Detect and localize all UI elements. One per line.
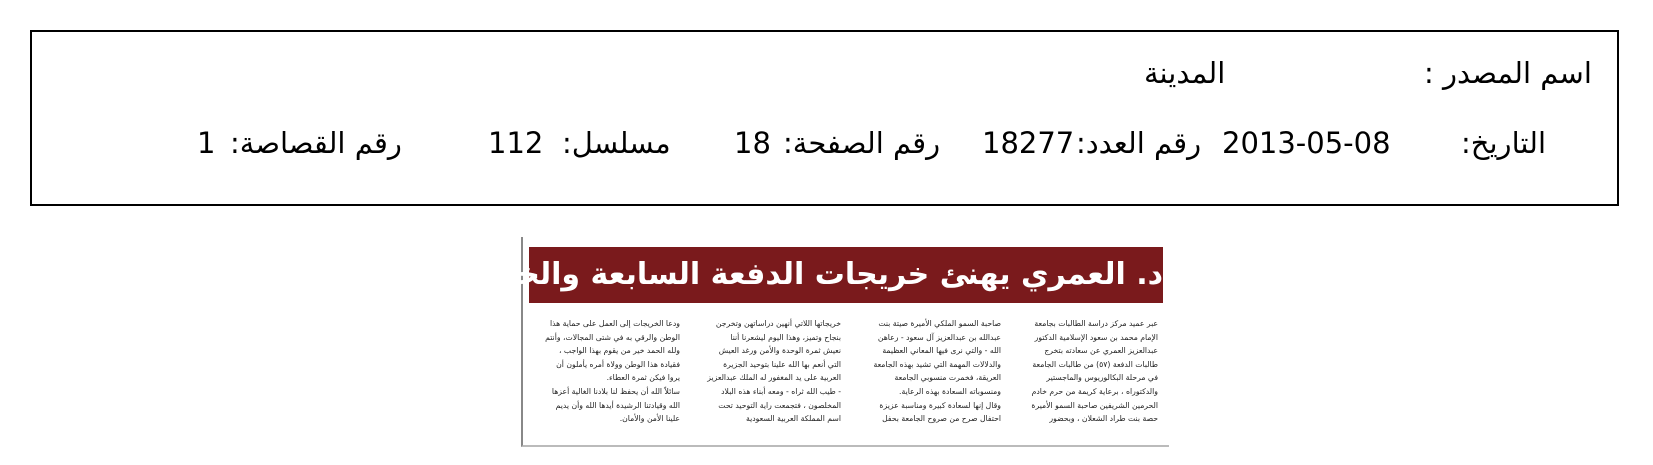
text-line: بنجاح وتميز، وهذا اليوم ليشعرنا أننا xyxy=(730,332,841,342)
text-line: المخلصون ، فتجمعت راية التوحيد تحت xyxy=(718,400,841,410)
text-line: ولله الحمد خير من يقوم بهذا الواجب ، xyxy=(558,346,680,356)
serial-value: 112 xyxy=(488,126,544,160)
text-line: الوطن والرقي به في شتى المجالات، وأنتم xyxy=(545,332,680,342)
text-line: صاحبة السمو الملكي الأميرة صيتة بنت xyxy=(878,319,1001,328)
text-line: - طيب الله ثراه - ومعه أبناء هذه البلاد xyxy=(721,386,841,396)
text-line: حصة بنت طراد الشعلان ، وبحضور xyxy=(1049,414,1158,424)
issue-value: 18277 xyxy=(982,126,1075,160)
article-column-3 xyxy=(696,317,841,441)
text-line: عبدالعزيز العمري عن سعادته بتخرج xyxy=(1044,346,1158,356)
text-line: فقيادة هذا الوطن وولاة أمره يأملون أن xyxy=(556,359,680,369)
text-line: الحرمين الشريفين صاحبة السمو الأميرة xyxy=(1031,400,1158,410)
source-info-box xyxy=(30,30,1619,206)
text-line: عبدالله بن عبدالعزيز آل سعود - رعاهن xyxy=(877,332,1001,342)
text-line: نعيش ثمرة الوحدة والأمن ورغد العيش xyxy=(718,346,841,356)
text-line: اسم المملكة العربية السعودية xyxy=(745,414,841,424)
text-line: في مرحلة البكالوريوس والماجستير xyxy=(1046,373,1158,383)
text-line: والدكتوراه ، برعاية كريمة من حرم خادم xyxy=(1031,386,1158,396)
text-line: ودعا الخريجات إلى العمل على حماية هذا xyxy=(550,319,680,328)
clip-label: رقم القصاصة: xyxy=(230,126,402,160)
text-line: طالبات الدفعة (٥٧) من طالبات الجامعة xyxy=(1032,359,1158,369)
source-label: اسم المصدر : xyxy=(1424,56,1592,90)
text-line: وقال إنها لسعادة كبيرة ومناسبة عزيزة xyxy=(879,400,1001,410)
serial-label: مسلسل: xyxy=(562,126,671,160)
text-line: الإمام محمد بن سعود الإسلامية الدكتور xyxy=(1034,332,1158,342)
text-line: التي أنعم بها الله علينا بتوحيد الجزيرة xyxy=(723,359,841,369)
text-line: والدلالات المهمة التي تشيد بهذه الجامعة xyxy=(873,359,1001,369)
article-column-4 xyxy=(535,317,680,441)
clip-value: 1 xyxy=(197,126,216,160)
text-line: العربية على يد المغفور له الملك عبدالعزيز xyxy=(707,373,841,383)
text-line: احتفال صرح من صروح الجامعة بحفل xyxy=(882,414,1001,424)
article-column-2 xyxy=(856,317,1001,441)
text-line: خريجاتها اللاتي أنهين دراساتهن وتخرجن xyxy=(715,319,841,328)
text-line: ومنسوباته السعادة بهذه الرعاية. xyxy=(899,386,1001,396)
date-label: التاريخ: xyxy=(1461,126,1547,160)
text-line: الله - والتي نرى فيها المعاني العظيمة xyxy=(882,346,1001,356)
headline-banner xyxy=(428,247,1163,303)
article-headline: د. العمري يهنئ خريجات الدفعة السابعة والخمسين xyxy=(428,257,1163,292)
text-line: علينا الأمن والأمان. xyxy=(619,414,680,424)
issue-label: رقم العدد: xyxy=(1076,126,1202,160)
article-column-1 xyxy=(1013,317,1158,441)
newspaper-clipping xyxy=(428,237,1169,447)
page-value: 18 xyxy=(734,126,771,160)
text-line: عبر عميد مركز دراسة الطالبات بجامعة xyxy=(1034,319,1158,328)
text-line: يروا فيكن ثمرة العطاء. xyxy=(606,373,680,383)
date-value: 2013-05-08 xyxy=(1222,126,1391,160)
text-line: سائلاً الله أن يحفظ لنا بلادنا الغالية أعزها xyxy=(551,386,680,396)
text-line: العريقة، فخمرت منسوبي الجامعة xyxy=(894,373,1001,383)
page-label: رقم الصفحة: xyxy=(783,126,941,160)
source-value: المدينة xyxy=(1144,56,1226,90)
text-line: الله وقيادتنا الرشيدة أيدها الله وأن يديم xyxy=(555,400,680,410)
